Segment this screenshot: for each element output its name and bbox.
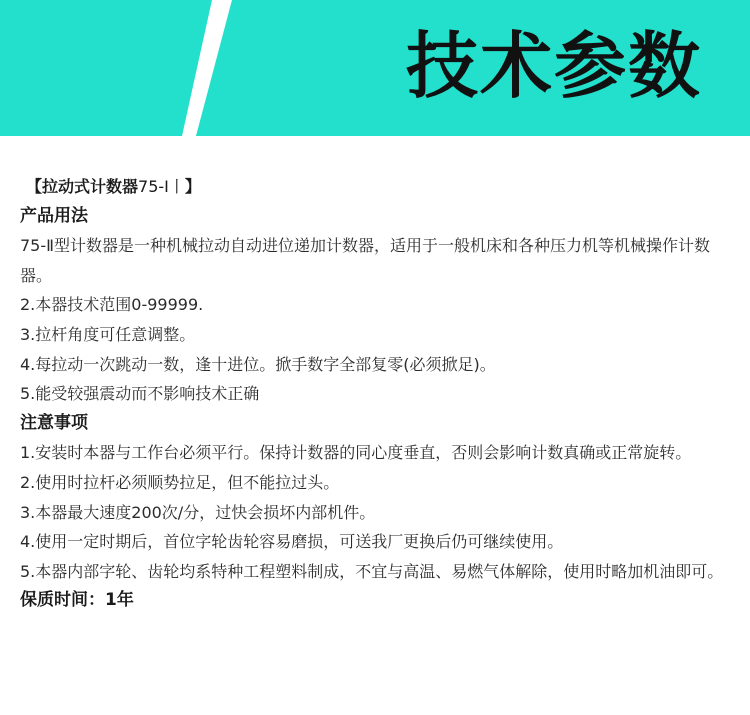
usage-line-2: 2.本器技术范围0-99999. [20, 295, 204, 315]
notes-line-4: 4.使用一定时期后，首位字轮齿轮容易磨损，可送我厂更换后仍可继续使用。 [20, 532, 564, 552]
product-bracket-open: 【 [26, 177, 43, 196]
notes-line-3: 3.本器最大速度200次/分，过快会损坏内部机件。 [20, 502, 376, 522]
notes-heading: 注意事项 [20, 412, 88, 433]
product-bracket-close: 】 [184, 177, 201, 196]
notes-line-5: 5.本器内部字轮、齿轮均系特种工程塑料制成，不宜与高温、易燃气体解除，使用时略加机油即可。 [20, 561, 724, 581]
warranty-text: 保质时间：1年 [20, 590, 134, 611]
product-name: 拉动式计数器 [42, 177, 139, 196]
usage-line-5: 5.能受较强震动而不影响技术正确 [20, 384, 260, 404]
notes-line-1: 1.安装时本器与工作台必须平行。保持计数器的同心度垂直，否则会影响计数真确或正常旋转。 [20, 443, 692, 463]
banner-title: 技术参数 [405, 24, 702, 108]
header-banner [0, 0, 750, 136]
usage-line-1: 75-Ⅱ型计数器是一种机械拉动自动进位递加计数器，适用于一般机床和各种压力机等机械操作计数器。 [20, 236, 711, 285]
usage-heading: 产品用法 [20, 205, 88, 226]
product-model: 75-Ⅰ丨 [138, 177, 185, 196]
usage-line-4: 4.每拉动一次跳动一数，逢十进位。掀手数字全部复零(必须掀足)。 [20, 354, 496, 374]
usage-line-3: 3.拉杆角度可任意调整。 [20, 324, 196, 344]
notes-line-2: 2.使用时拉杆必须顺势拉足，但不能拉过头。 [20, 472, 340, 492]
product-title [20, 172, 732, 202]
spec-content [20, 172, 732, 616]
